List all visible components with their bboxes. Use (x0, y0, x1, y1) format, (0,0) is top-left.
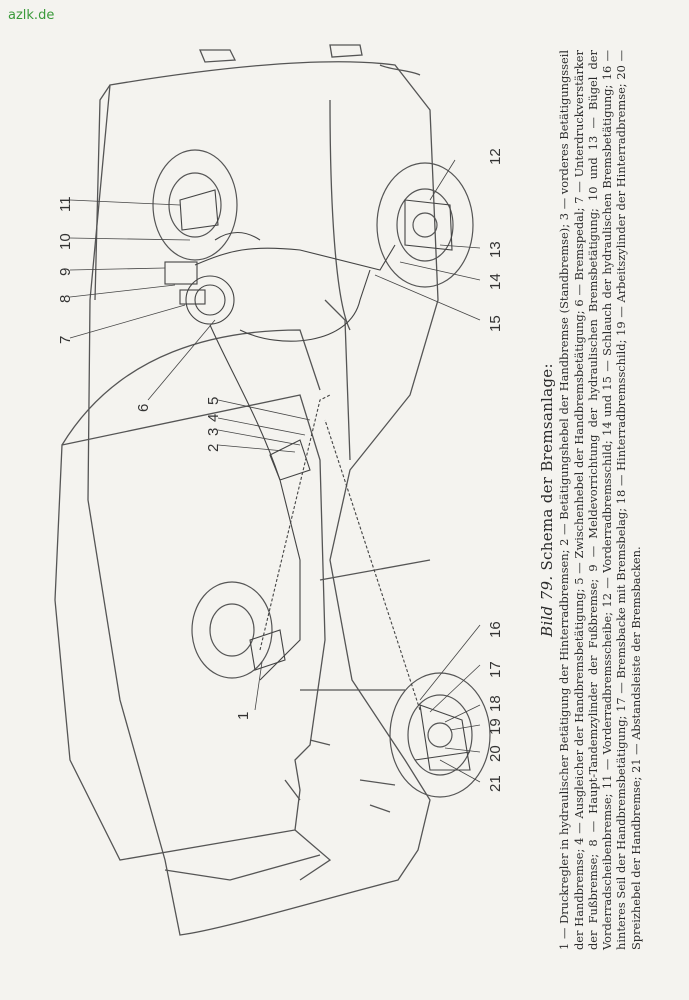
callout-9: 9 (57, 267, 74, 276)
rear-right-wheel (390, 673, 490, 797)
callout-11: 11 (57, 196, 74, 212)
callout-17: 17 (487, 661, 504, 678)
callout-7: 7 (57, 335, 74, 344)
front-right-wheel (377, 163, 473, 287)
callout-4: 4 (205, 413, 222, 422)
callout-3: 3 (205, 427, 222, 436)
legend-text: 1 — Druckregler in hydraulischer Betätigung der Hinterradbremsen; 2 — Betätigungshebel der Handbremse (Standbremse); 3 — vorderes Betätigungsseil der Handbremse; 4 — Ausgleicher der Handbremsbetätigung; 5 — Zwischenhebel der Handbremsbetätigung; 6 — Bremspedal; 7 — Unterdruckverstärker der Fußbremse; 8 — Haupt-Tandemzylinder der Fußbremse; 9 — Meldevorrichtung der hydraulischen Bremsbetätigung; 10 und 13 — Bügel der Vorderradscheibenbremse; 11 — Vorderradbremsscheibe; 12 — Vorderradbremsschild; 14 und 15 — Schlauch der hydraulischen Bremsbetätigung; 16 — hinteres Seil der Handbremsbetätigung; 17 — Bremsbacke mit Bremsbelag; 18 — Hinterradbremsschild; 19 — Arbeitszylinder der Hinterradbremse; 20 — Spreizhebel der Handbremse; 21 — Abstandsleiste der Bremsbacken. (557, 50, 643, 950)
figure-title-text: Schema der Bremsanlage: (538, 363, 556, 571)
callout-19: 19 (487, 718, 504, 735)
figure-caption (540, 50, 680, 950)
front-left-wheel (153, 150, 237, 260)
callout-21: 21 (487, 775, 504, 792)
callout-13: 13 (487, 241, 504, 258)
car-body-outline (55, 45, 438, 935)
master-cylinder (165, 262, 197, 284)
figure-label: Bild 79. (538, 575, 556, 637)
callout-16: 16 (487, 621, 504, 638)
figure-title (540, 50, 554, 950)
watermark: azlk.de (8, 8, 55, 23)
wheels (153, 150, 490, 797)
vacuum-booster (186, 276, 234, 324)
rear-left-wheel (192, 582, 272, 678)
callout-15: 15 (487, 315, 504, 332)
callout-2: 2 (205, 443, 222, 452)
callout-5: 5 (205, 396, 222, 405)
callout-10: 10 (57, 233, 74, 250)
callout-6: 6 (135, 403, 152, 412)
callout-18: 18 (487, 695, 504, 712)
callout-8: 8 (57, 294, 74, 303)
figure-legend (557, 50, 643, 950)
callout-20: 20 (487, 745, 504, 762)
leader-lines (70, 160, 480, 782)
callout-14: 14 (487, 273, 504, 290)
callout-1: 1 (235, 711, 252, 720)
brake-components (165, 190, 470, 770)
callout-12: 12 (487, 148, 504, 165)
